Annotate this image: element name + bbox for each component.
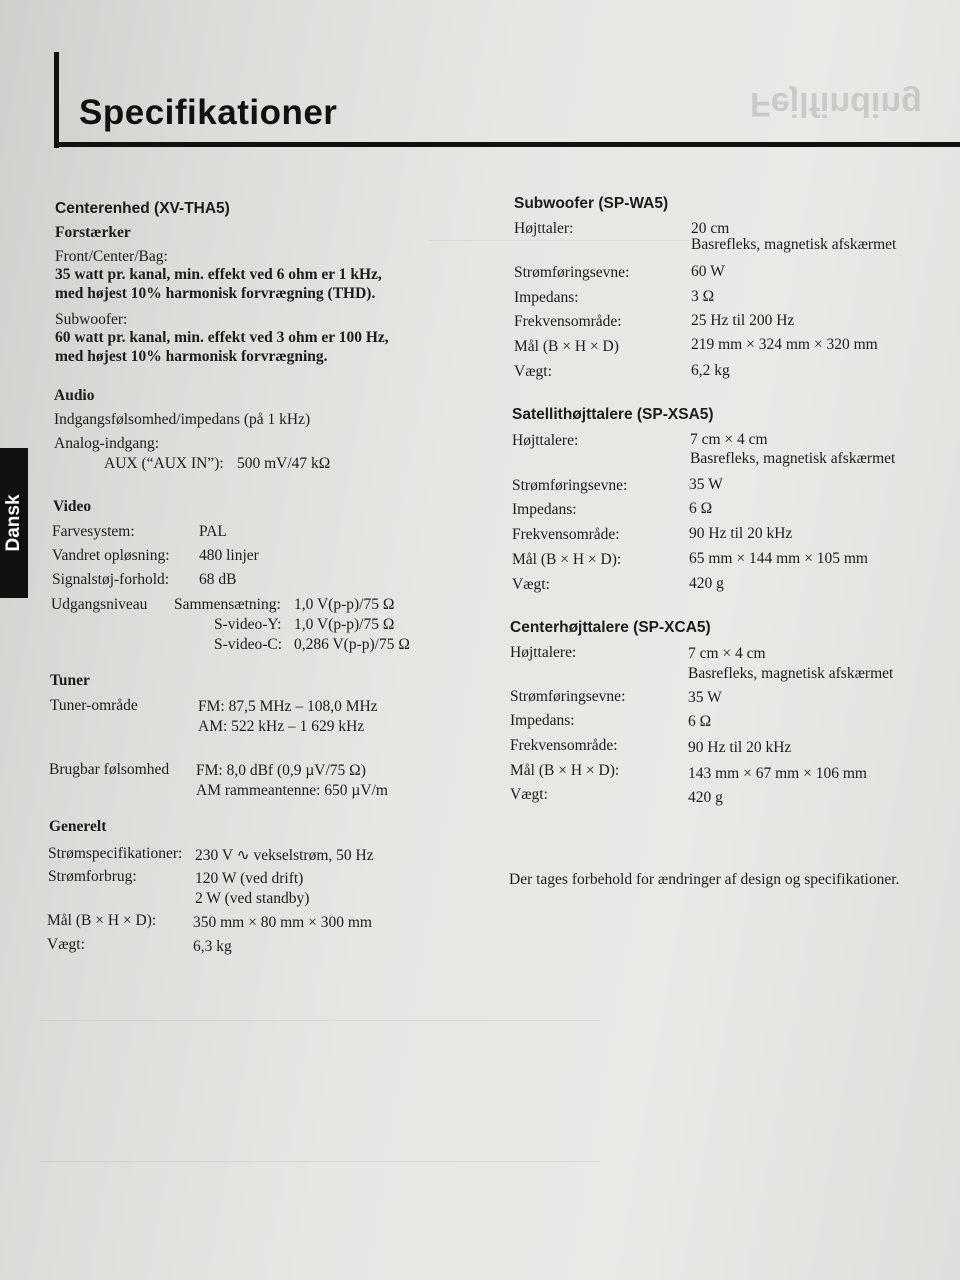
sw-speaker-label: Højttaler: (514, 220, 574, 237)
subwoofer-spec-line1: 60 watt pr. kanal, min. effekt ved 3 ohm er 100 Hz, (55, 329, 389, 346)
svideo-y-label: S-video-Y: (214, 616, 282, 633)
sw-impedance-value: 3 Ω (691, 288, 715, 305)
sensitivity-label: Brugbar følsomhed (49, 761, 170, 778)
resolution-value: 480 linjer (199, 547, 259, 564)
tuner-heading: Tuner (50, 672, 90, 689)
dimensions-label: Mål (B × H × D): (47, 912, 157, 929)
sat-dimensions-label: Mål (B × H × D): (512, 551, 622, 568)
sw-freq-label: Frekvensområde: (514, 313, 622, 330)
fm-sensitivity: FM: 8,0 dBf (0,9 µV/75 Ω) (196, 762, 366, 779)
consumption-drift: 120 W (ved drift) (195, 870, 304, 887)
video-heading: Video (53, 498, 92, 515)
sw-impedance-label: Impedans: (514, 289, 579, 306)
language-tab-label: Dansk (3, 494, 24, 552)
sw-weight-label: Vægt: (514, 363, 552, 380)
subwoofer-heading: Subwoofer (SP-WA5) (514, 195, 669, 212)
snr-label: Signalstøj-forhold: (52, 571, 170, 588)
sw-dimensions-label: Mål (B × H × D) (514, 338, 619, 355)
general-heading: Generelt (49, 818, 107, 835)
am-sensitivity: AM rammeantenne: 650 µV/m (196, 782, 388, 799)
amplifier-heading: Forstærker (55, 224, 131, 241)
title-frame-rule (54, 142, 960, 147)
front-spec-line1: 35 watt pr. kanal, min. effekt ved 6 ohm er 1 kHz, (55, 266, 382, 283)
cs-freq-label: Frekvensområde: (510, 737, 618, 754)
svideo-y-value: 1,0 V(p-p)/75 Ω (294, 616, 395, 633)
page-title: Specifikationer (79, 93, 338, 132)
color-system-value: PAL (199, 523, 227, 540)
subwoofer-label: Subwoofer: (55, 311, 128, 328)
sat-weight-value: 420 g (689, 575, 724, 592)
satellite-heading: Satellithøjttalere (SP-XSA5) (512, 406, 714, 423)
mirrored-heading: Fejlfinding (750, 85, 922, 123)
sw-weight-value: 6,2 kg (691, 362, 730, 379)
sw-power-label: Strømføringsevne: (514, 264, 630, 281)
color-system-label: Farvesystem: (52, 523, 135, 540)
analog-input-label: Analog-indgang: (54, 435, 160, 452)
sat-weight-label: Vægt: (512, 576, 550, 593)
cs-speaker-value: 7 cm × 4 cm (688, 645, 766, 662)
cs-weight-label: Vægt: (510, 786, 548, 803)
sat-freq-label: Frekvensområde: (512, 526, 620, 543)
sat-impedance-label: Impedans: (512, 501, 577, 518)
sat-speaker-note: Basrefleks, magnetisk afskærmet (690, 450, 896, 467)
center-speaker-heading: Centerhøjttalere (SP-XCA5) (510, 619, 711, 636)
subwoofer-spec-line2: med højest 10% harmonisk forvrægning. (55, 348, 328, 365)
sw-speaker-note: Basrefleks, magnetisk afskærmet (691, 236, 897, 253)
cs-dimensions-value: 143 mm × 67 mm × 106 mm (688, 765, 867, 782)
tuner-range-label: Tuner-område (50, 697, 138, 714)
cs-weight-value: 420 g (688, 789, 723, 806)
cs-impedance-label: Impedans: (510, 712, 575, 729)
sat-power-value: 35 W (689, 476, 723, 493)
power-spec-value: 230 V ∿ vekselstrøm, 50 Hz (195, 847, 374, 864)
svideo-c-label: S-video-C: (214, 636, 283, 653)
sat-dimensions-value: 65 mm × 144 mm × 105 mm (689, 550, 868, 567)
cs-power-label: Strømføringsevne: (510, 688, 626, 705)
bleed-through-block (40, 1020, 600, 1162)
snr-value: 68 dB (199, 571, 237, 588)
output-level-label: Udgangsniveau (51, 596, 148, 613)
fm-range: FM: 87,5 MHz – 108,0 MHz (198, 698, 378, 715)
aux-label: AUX (“AUX IN”): (104, 455, 224, 472)
input-sensitivity: Indgangsfølsomhed/impedans (på 1 kHz) (54, 411, 311, 428)
sat-power-label: Strømføringsevne: (512, 477, 628, 494)
sat-impedance-value: 6 Ω (689, 500, 713, 517)
front-spec-line2: med højest 10% harmonisk forvrægning (THD). (55, 285, 376, 302)
cs-dimensions-label: Mål (B × H × D): (510, 762, 620, 779)
resolution-label: Vandret opløsning: (52, 547, 170, 564)
cs-speaker-label: Højttalere: (510, 644, 577, 661)
consumption-standby: 2 W (ved standby) (195, 890, 310, 907)
aux-value: 500 mV/47 kΩ (237, 455, 331, 472)
cs-power-value: 35 W (688, 689, 722, 706)
sw-dimensions-value: 219 mm × 324 mm × 320 mm (691, 336, 878, 353)
audio-heading: Audio (54, 387, 95, 404)
svideo-c-value: 0,286 V(p-p)/75 Ω (294, 636, 410, 653)
am-range: AM: 522 kHz – 1 629 kHz (198, 718, 365, 735)
cs-speaker-note: Basrefleks, magnetisk afskærmet (688, 665, 894, 682)
sat-speaker-value: 7 cm × 4 cm (690, 431, 768, 448)
sw-power-value: 60 W (691, 263, 725, 280)
weight-value: 6,3 kg (193, 938, 232, 955)
consumption-label: Strømforbrug: (48, 868, 137, 885)
title-frame-left (54, 52, 59, 148)
weight-label: Vægt: (47, 936, 85, 953)
cs-impedance-value: 6 Ω (688, 713, 712, 730)
disclaimer: Der tages forbehold for ændringer af design og specifikationer. (509, 871, 900, 888)
sat-speaker-label: Højttalere: (512, 432, 579, 449)
cs-freq-value: 90 Hz til 20 kHz (688, 739, 792, 756)
composite-value: 1,0 V(p-p)/75 Ω (294, 596, 395, 613)
dimensions-value: 350 mm × 80 mm × 300 mm (193, 914, 372, 931)
sw-freq-value: 25 Hz til 200 Hz (691, 312, 795, 329)
composite-label: Sammensætning: (174, 596, 281, 613)
center-unit-heading: Centerenhed (XV-THA5) (55, 200, 230, 217)
front-label: Front/Center/Bag: (55, 248, 168, 265)
sat-freq-value: 90 Hz til 20 kHz (689, 525, 793, 542)
sw-speaker-value: 20 cm (691, 220, 730, 237)
power-spec-label: Strømspecifikationer: (48, 845, 183, 862)
